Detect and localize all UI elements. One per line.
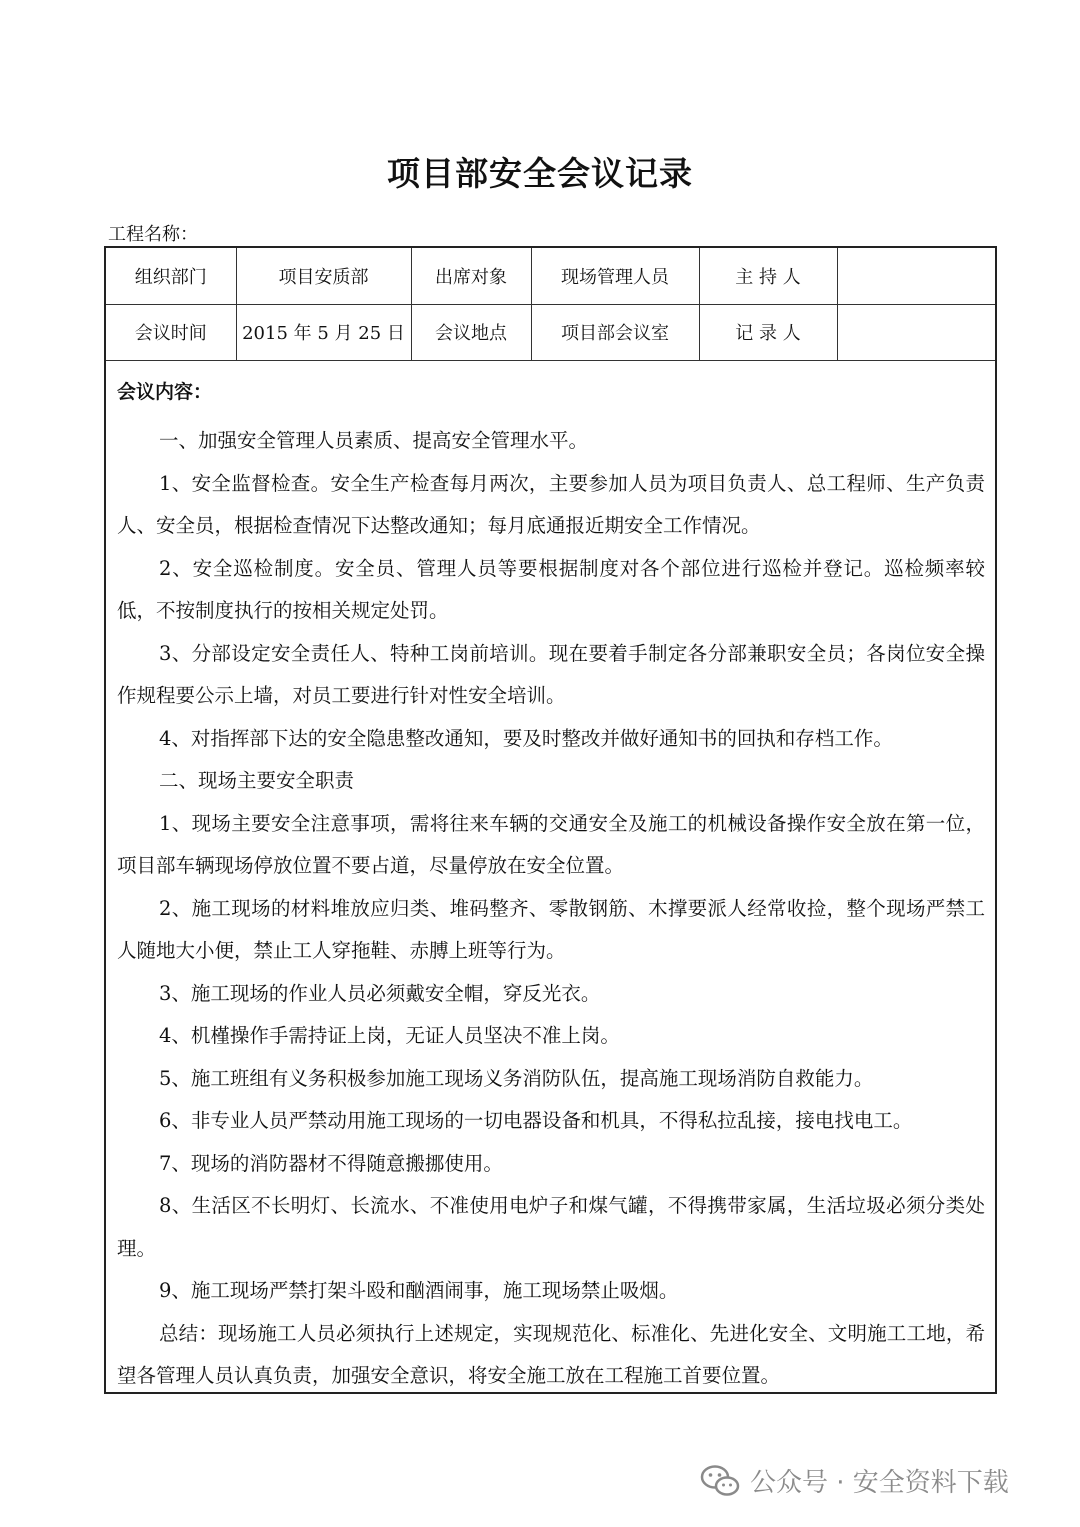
recorder-value: [837, 304, 995, 360]
content-paragraph: 一、加强安全管理人员素质、提高安全管理水平。: [159, 429, 589, 452]
attendees-value: 现场管理人员: [531, 248, 699, 304]
host-value: [837, 248, 995, 304]
content-paragraph: 3、施工现场的作业人员必须戴安全帽，穿反光衣。: [159, 981, 601, 1005]
content-paragraph: 5、施工班组有义务积极参加施工现场义务消防队伍，提高施工现场消防自救能力。: [159, 1066, 874, 1090]
project-name-label: 工程名称：: [108, 224, 198, 245]
org-dept-value: 项目安质部: [236, 248, 411, 304]
content-paragraph: 1、安全监督检查。安全生产检查每月两次，主要参加人员为项目负责人、总工程师、生产负责人、安全员，根据检查情况下达整改通知；每月底通报近期安全工作情况。: [117, 471, 985, 537]
attendees-label: 出席对象: [411, 248, 531, 304]
content-paragraph: 9、施工现场严禁打架斗殴和酗酒闹事，施工现场禁止吸烟。: [159, 1279, 679, 1302]
content-paragraph: 7、现场的消防器材不得随意搬挪使用。: [159, 1151, 503, 1175]
host-label: 主 持 人: [699, 248, 837, 304]
meeting-place-label: 会议地点: [411, 304, 531, 360]
meeting-time-value: 2015 年 5 月 25 日: [236, 304, 411, 360]
watermark: [700, 1462, 1009, 1499]
content-paragraph: 2、施工现场的材料堆放应归类、堆码整齐、零散钢筋、木撑要派人经常收捡，整个现场严禁工人随地大小便，禁止工人穿拖鞋、赤膊上班等行为。: [117, 896, 985, 962]
meeting-place-value: 项目部会议室: [531, 304, 699, 360]
meeting-content: [106, 362, 995, 1398]
info-table: [106, 248, 995, 361]
page-title: 项目部安全会议记录: [387, 154, 693, 193]
meeting-time-label: 会议时间: [106, 304, 236, 360]
content-paragraph: 3、分部设定安全责任人、特种工岗前培训。现在要着手制定各分部兼职安全员；各岗位安全操作规程要公示上墙，对员工要进行针对性安全培训。: [117, 641, 985, 707]
content-paragraph: 二、现场主要安全职责: [159, 769, 355, 792]
content-paragraph: 4、机槿操作手需持证上岗，无证人员坚决不准上岗。: [159, 1024, 620, 1047]
info-row-2: [106, 304, 995, 360]
wechat-icon: [700, 1464, 740, 1498]
info-row-1: [106, 248, 995, 304]
org-dept-label: 组织部门: [106, 248, 236, 304]
recorder-label: 记 录 人: [699, 304, 837, 360]
content-paragraph: 1、现场主要安全注意事项，需将往来车辆的交通安全及施工的机械设备操作安全放在第一位，项目部车辆现场停放位置不要占道，尽量停放在安全位置。: [117, 811, 985, 877]
content-paragraph: 总结：现场施工人员必须执行上述规定，实现规范化、标准化、先进化安全、文明施工工地，希望各管理人员认真负责，加强安全意识，将安全施工放在工程施工首要位置。: [117, 1321, 985, 1387]
content-paragraph: 4、对指挥部下达的安全隐患整改通知，要及时整改并做好通知书的回执和存档工作。: [159, 726, 893, 750]
content-paragraph: 2、安全巡检制度。安全员、管理人员等要根据制度对各个部位进行巡检并登记。巡检频率较低，不按制度执行的按相关规定处罚。: [117, 556, 985, 622]
record-form: [104, 246, 997, 1394]
content-paragraph: 8、生活区不长明灯、长流水、不准使用电炉子和煤气罐，不得携带家属，生活垃圾必须分类处理。: [117, 1194, 985, 1260]
content-label: 会议内容：: [117, 381, 213, 403]
watermark-text: 公众号 · 安全资料下载: [750, 1468, 1009, 1498]
content-paragraph: 6、非专业人员严禁动用施工现场的一切电器设备和机具，不得私拉乱接，接电找电工。: [159, 1109, 913, 1132]
